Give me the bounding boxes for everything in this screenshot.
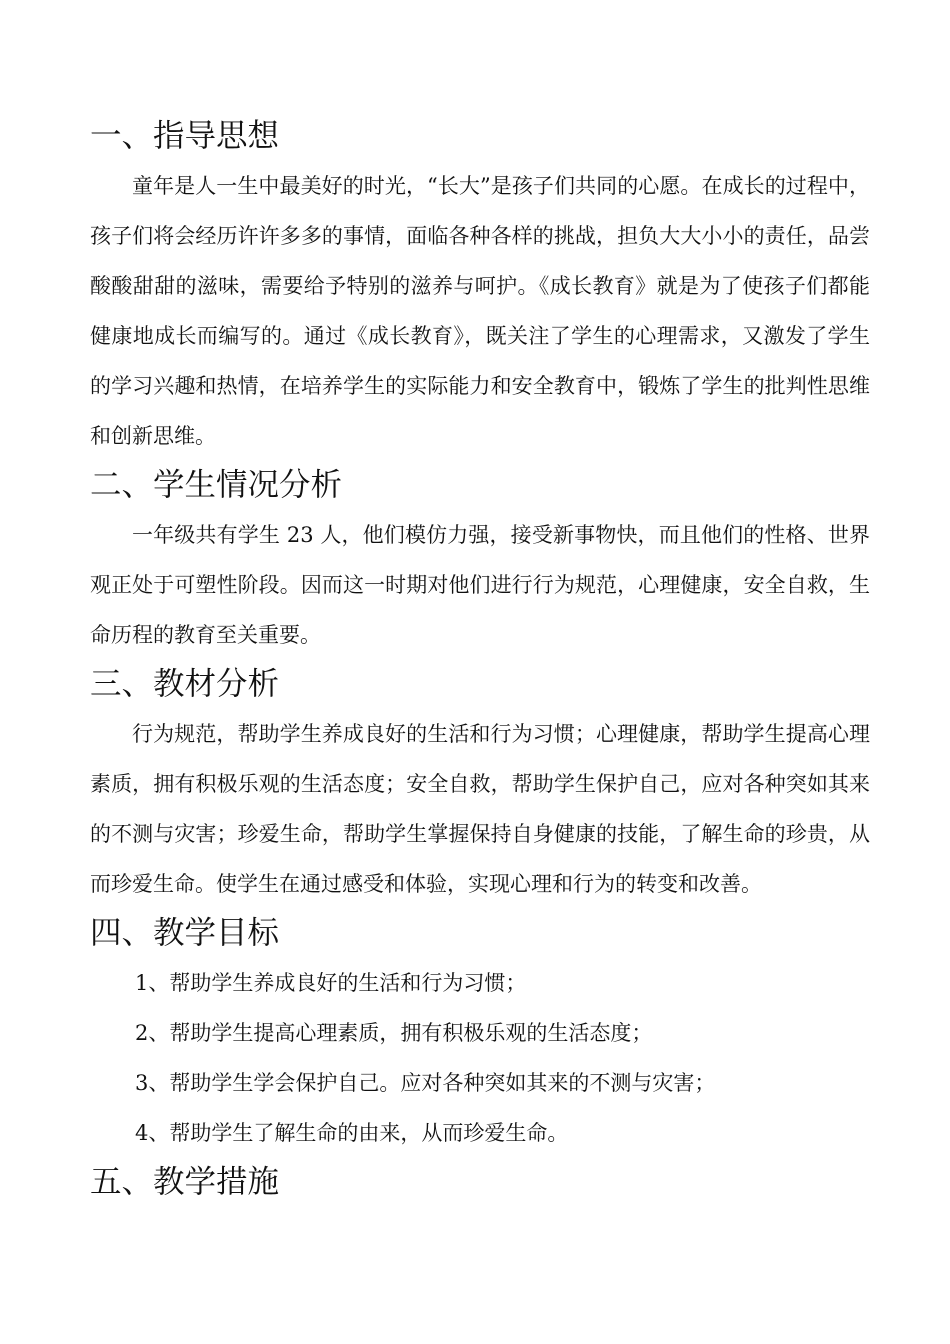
document-body (90, 112, 870, 1207)
section-heading-textbook-analysis: 三、教材分析 (90, 666, 280, 702)
paragraph-student-analysis: 一年级共有学生 23 人，他们模仿力强，接受新事物快，而且他们的性格、世界观正处于可塑性阶段。因而这一时期对他们进行行为规范，心理健康，安全自救，生命历程的教育至关重要。 (90, 523, 870, 647)
section-heading-student-analysis: 二、学生情况分析 (90, 467, 343, 503)
teaching-goals-list (90, 958, 870, 1158)
list-item: 3、帮助学生学会保护自己。应对各种突如其来的不测与灾害； (135, 1071, 716, 1095)
paragraph-guiding-ideology: 童年是人一生中最美好的时光，“长大”是孩子们共同的心愿。在成长的过程中，孩子们将会经历许许多多的事情，面临各种各样的挑战，担负大大小小的责任，品尝酸酸甜甜的滋味，需要给予特别的滋养与呵护。《成长教育》就是为了使孩子们都能健康地成长而编写的。通过《成长教育》，既关注了学生的心理需求，又激发了学生的学习兴趣和热情，在培养学生的实际能力和安全教育中，锻炼了学生的批判性思维和创新思维。 (90, 174, 870, 448)
list-item: 4、帮助学生了解生命的由来，从而珍爱生命。 (135, 1121, 569, 1145)
section-heading-guiding-ideology: 一、指导思想 (90, 118, 280, 154)
section-heading-teaching-measures: 五、教学措施 (90, 1164, 280, 1200)
list-item: 2、帮助学生提高心理素质，拥有积极乐观的生活态度； (135, 1021, 653, 1045)
section-heading-teaching-goals: 四、教学目标 (90, 915, 280, 951)
paragraph-textbook-analysis: 行为规范，帮助学生养成良好的生活和行为习惯；心理健康，帮助学生提高心理素质，拥有积极乐观的生活态度；安全自救，帮助学生保护自己，应对各种突如其来的不测与灾害；珍爱生命，帮助学生掌握保持自身健康的技能，了解生命的珍贵，从而珍爱生命。使学生在通过感受和体验，实现心理和行为的转变和改善。 (90, 722, 870, 896)
list-item: 1、帮助学生养成良好的生活和行为习惯； (135, 971, 527, 995)
